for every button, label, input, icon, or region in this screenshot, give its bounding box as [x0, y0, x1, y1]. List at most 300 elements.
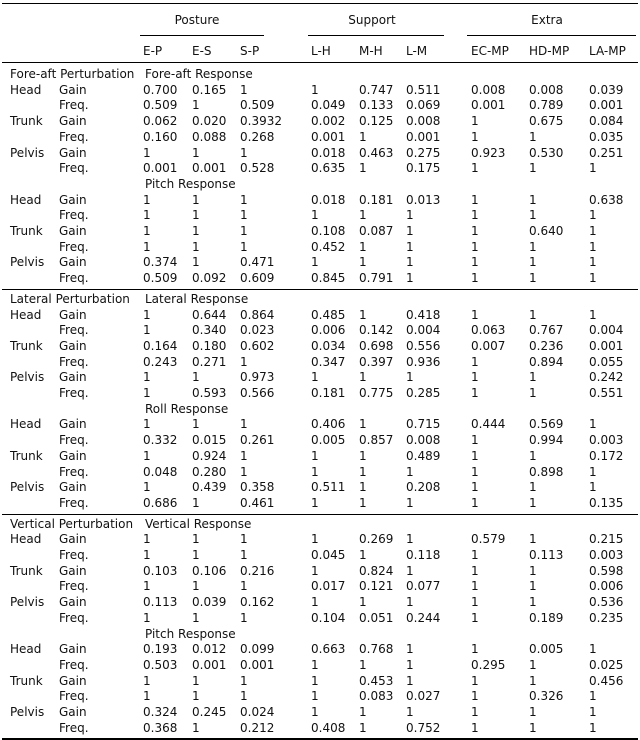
table-cell: 0.700	[143, 82, 178, 97]
table-cell: 0.034	[311, 338, 346, 353]
table-cell: 1	[192, 720, 200, 735]
table-cell: 1	[471, 370, 479, 385]
table-cell: 0.268	[240, 129, 275, 144]
table-cell: 0.092	[192, 271, 227, 286]
segment-label: Trunk	[10, 338, 43, 353]
table-cell: 0.845	[311, 271, 346, 286]
metric-label: Freq.	[59, 548, 89, 562]
table-cell: 0.3932	[240, 114, 282, 129]
table-cell: 0.069	[406, 98, 441, 113]
column-header: S-P	[240, 44, 260, 58]
column-header: L-H	[311, 44, 331, 58]
metric-label: Gain	[59, 145, 87, 160]
table-cell: 0.397	[359, 354, 394, 369]
table-cell: 0.106	[192, 563, 227, 578]
table-cell: 1	[589, 271, 597, 286]
table-cell: 0.973	[240, 370, 275, 385]
table-cell: 0.280	[192, 464, 227, 479]
table-cell: 1	[589, 689, 597, 704]
table-cell: 1	[589, 307, 597, 322]
table-cell: 1	[311, 448, 319, 463]
table-cell: 1	[529, 532, 537, 547]
table-cell: 0.165	[192, 82, 227, 97]
metric-label: Gain	[59, 338, 87, 353]
table-cell: 0.686	[143, 495, 178, 510]
table-cell: 1	[529, 563, 537, 578]
table-cell: 0.113	[529, 548, 564, 562]
table-cell: 0.663	[311, 642, 346, 657]
table-cell: 1	[192, 208, 200, 223]
segment-label: Head	[10, 532, 42, 547]
table-cell: 1	[589, 239, 597, 254]
table-cell: 0.001	[311, 129, 346, 144]
table-cell: 1	[406, 271, 414, 286]
table-cell: 1	[359, 595, 367, 610]
metric-label: Freq.	[59, 386, 89, 400]
segment-label: Pelvis	[10, 145, 45, 160]
segment-label: Pelvis	[10, 480, 45, 495]
table-cell: 0.035	[589, 129, 624, 144]
table-cell: 1	[143, 307, 151, 322]
table-cell: 0.172	[589, 448, 624, 463]
table-cell: 1	[471, 563, 479, 578]
table-cell: 1	[589, 642, 597, 657]
table-cell: 0.084	[589, 114, 624, 129]
table-cell: 0.045	[311, 548, 346, 562]
table-cell: 0.509	[143, 98, 178, 113]
metric-label: Freq.	[59, 689, 89, 704]
column-header: E-P	[143, 44, 163, 58]
table-cell: 0.936	[406, 354, 441, 369]
table-cell: 1	[192, 495, 200, 510]
table-cell: 1	[311, 255, 319, 270]
table-cell: 0.791	[359, 271, 394, 286]
column-header: LA-MP	[589, 44, 626, 58]
group-header: Support	[348, 13, 396, 27]
table-cell: 0.453	[359, 673, 394, 688]
table-cell: 0.528	[240, 161, 275, 176]
metric-label: Freq.	[59, 208, 89, 223]
metric-label: Freq.	[59, 495, 89, 510]
table-cell: 0.113	[143, 595, 178, 610]
perturbation-label: Vertical Perturbation	[10, 516, 134, 531]
table-cell: 0.023	[240, 323, 275, 338]
table-cell: 0.175	[406, 161, 441, 176]
table-cell: 0.006	[589, 579, 624, 594]
table-cell: 0.164	[143, 338, 178, 353]
response-label: Pitch Response	[145, 626, 236, 641]
table-cell: 0.135	[589, 495, 624, 510]
table-cell: 0.012	[192, 642, 227, 657]
table-cell: 1	[471, 433, 479, 448]
metric-label: Freq.	[59, 610, 89, 625]
table-cell: 1	[471, 161, 479, 176]
table-cell: 0.511	[406, 82, 441, 97]
table-cell: 1	[143, 224, 151, 238]
table-cell: 0.368	[143, 720, 178, 735]
table-cell: 1	[359, 161, 367, 176]
table-cell: 1	[143, 548, 151, 562]
table-cell: 1	[471, 579, 479, 594]
segment-label: Pelvis	[10, 705, 45, 719]
table-cell: 1	[192, 532, 200, 547]
table-cell: 1	[143, 579, 151, 594]
table-cell: 1	[240, 417, 248, 432]
metric-label: Gain	[59, 224, 87, 238]
table-cell: 0.644	[192, 307, 227, 322]
table-cell: 0.635	[311, 161, 346, 176]
table-cell: 1	[406, 657, 414, 672]
table-cell: 1	[529, 579, 537, 594]
table-cell: 1	[471, 610, 479, 625]
table-cell: 0.295	[471, 657, 506, 672]
table-cell: 1	[406, 495, 414, 510]
segment-label: Pelvis	[10, 255, 45, 270]
response-label: Vertical Response	[145, 516, 252, 531]
table-cell: 0.261	[240, 433, 275, 448]
table-cell: 0.118	[406, 548, 441, 562]
table-cell: 1	[359, 705, 367, 719]
metric-label: Gain	[59, 642, 87, 657]
table-cell: 1	[143, 417, 151, 432]
table-cell: 0.269	[359, 532, 394, 547]
response-label: Roll Response	[145, 401, 229, 416]
table-cell: 0.406	[311, 417, 346, 432]
table-cell: 0.775	[359, 386, 394, 400]
table-cell: 0.003	[589, 433, 624, 448]
segment-label: Trunk	[10, 563, 43, 578]
table-cell: 1	[529, 192, 537, 207]
table-cell: 1	[529, 595, 537, 610]
table-cell: 1	[359, 255, 367, 270]
table-cell: 1	[240, 82, 248, 97]
table-cell: 1	[589, 208, 597, 223]
table-cell: 0.598	[589, 563, 624, 578]
table-cell: 1	[471, 548, 479, 562]
metric-label: Freq.	[59, 657, 89, 672]
table-cell: 0.242	[589, 370, 624, 385]
table-cell: 0.715	[406, 417, 441, 432]
table-cell: 0.020	[192, 114, 227, 129]
table-cell: 1	[471, 386, 479, 400]
table-cell: 1	[529, 129, 537, 144]
metric-label: Gain	[59, 480, 87, 495]
column-header: HD-MP	[529, 44, 570, 58]
table-cell: 1	[589, 224, 597, 238]
table-cell: 1	[143, 239, 151, 254]
table-cell: 1	[192, 98, 200, 113]
header-rule	[2, 62, 638, 63]
table-cell: 0.251	[589, 145, 624, 160]
metric-label: Gain	[59, 82, 87, 97]
table-cell: 1	[529, 495, 537, 510]
table-cell: 1	[240, 579, 248, 594]
table-cell: 1	[143, 208, 151, 223]
metric-label: Gain	[59, 307, 87, 322]
table-cell: 1	[359, 448, 367, 463]
table-cell: 1	[359, 307, 367, 322]
table-cell: 0.007	[471, 338, 506, 353]
perturbation-label: Lateral Perturbation	[10, 291, 130, 306]
segment-label: Head	[10, 417, 42, 432]
segment-label: Head	[10, 642, 42, 657]
support-group-rule	[308, 35, 444, 36]
table-cell: 1	[589, 255, 597, 270]
table-cell: 1	[143, 192, 151, 207]
table-cell: 1	[192, 689, 200, 704]
table-cell: 0.374	[143, 255, 178, 270]
section-rule	[2, 289, 638, 290]
table-cell: 1	[471, 495, 479, 510]
table-cell: 1	[240, 464, 248, 479]
table-cell: 1	[529, 370, 537, 385]
table-cell: 0.008	[406, 433, 441, 448]
table-cell: 0.008	[471, 82, 506, 97]
table-cell: 0.133	[359, 98, 394, 113]
metric-label: Gain	[59, 114, 87, 129]
table-cell: 1	[311, 370, 319, 385]
metric-label: Freq.	[59, 98, 89, 113]
table-cell: 1	[529, 480, 537, 495]
table-cell: 1	[529, 161, 537, 176]
table-cell: 0.062	[143, 114, 178, 129]
table-cell: 0.001	[192, 161, 227, 176]
table-cell: 0.002	[311, 114, 346, 129]
table-cell: 0.324	[143, 705, 178, 719]
table-cell: 1	[359, 129, 367, 144]
table-cell: 0.439	[192, 480, 227, 495]
table-cell: 1	[311, 464, 319, 479]
table-cell: 1	[240, 192, 248, 207]
table-cell: 1	[471, 208, 479, 223]
table-cell: 0.212	[240, 720, 275, 735]
table-cell: 1	[406, 239, 414, 254]
table-cell: 0.285	[406, 386, 441, 400]
table-cell: 0.005	[311, 433, 346, 448]
table-cell: 0.824	[359, 563, 394, 578]
table-cell: 0.511	[311, 480, 346, 495]
metric-label: Gain	[59, 448, 87, 463]
table-cell: 0.208	[406, 480, 441, 495]
table-cell: 1	[143, 145, 151, 160]
segment-label: Head	[10, 192, 42, 207]
table-cell: 0.924	[192, 448, 227, 463]
table-cell: 1	[359, 548, 367, 562]
table-cell: 1	[471, 255, 479, 270]
table-cell: 0.024	[240, 705, 275, 719]
table-cell: 1	[311, 495, 319, 510]
table-cell: 0.125	[359, 114, 394, 129]
table-cell: 1	[529, 208, 537, 223]
metric-label: Freq.	[59, 129, 89, 144]
table-cell: 0.003	[589, 548, 624, 562]
table-cell: 1	[471, 673, 479, 688]
table-cell: 0.055	[589, 354, 624, 369]
table-cell: 1	[529, 673, 537, 688]
table-cell: 1	[406, 705, 414, 719]
table-cell: 0.008	[529, 82, 564, 97]
metric-label: Freq.	[59, 239, 89, 254]
table-cell: 1	[143, 673, 151, 688]
table-cell: 1	[406, 532, 414, 547]
table-cell: 1	[192, 192, 200, 207]
table-cell: 1	[311, 208, 319, 223]
table-cell: 0.789	[529, 98, 564, 113]
table-cell: 0.216	[240, 563, 275, 578]
table-cell: 1	[240, 239, 248, 254]
table-cell: 0.099	[240, 642, 275, 657]
table-cell: 0.017	[311, 579, 346, 594]
table-cell: 1	[406, 642, 414, 657]
segment-label: Trunk	[10, 673, 43, 688]
table-cell: 1	[406, 255, 414, 270]
table-cell: 1	[143, 323, 151, 338]
table-cell: 0.358	[240, 480, 275, 495]
table-cell: 1	[471, 448, 479, 463]
table-cell: 0.347	[311, 354, 346, 369]
table-cell: 0.004	[406, 323, 441, 338]
table-cell: 0.471	[240, 255, 275, 270]
table-cell: 1	[240, 224, 248, 238]
table-cell: 1	[406, 370, 414, 385]
table-cell: 1	[311, 82, 319, 97]
table-cell: 0.326	[529, 689, 564, 704]
table-cell: 0.121	[359, 579, 394, 594]
table-cell: 1	[589, 720, 597, 735]
table-cell: 0.142	[359, 323, 394, 338]
table-cell: 0.104	[311, 610, 346, 625]
table-cell: 0.048	[143, 464, 178, 479]
table-cell: 1	[359, 370, 367, 385]
table-cell: 0.275	[406, 145, 441, 160]
table-cell: 1	[311, 532, 319, 547]
table-cell: 0.602	[240, 338, 275, 353]
response-label: Fore-aft Response	[145, 67, 253, 81]
table-cell: 1	[529, 705, 537, 719]
metric-label: Gain	[59, 705, 87, 719]
table-cell: 0.503	[143, 657, 178, 672]
table-cell: 0.530	[529, 145, 564, 160]
table-cell: 1	[471, 642, 479, 657]
table-cell: 1	[192, 610, 200, 625]
table-cell: 1	[143, 448, 151, 463]
table-cell: 0.898	[529, 464, 564, 479]
table-cell: 1	[240, 448, 248, 463]
table-cell: 0.180	[192, 338, 227, 353]
table-cell: 1	[529, 255, 537, 270]
table-cell: 0.013	[406, 192, 441, 207]
table-cell: 1	[529, 307, 537, 322]
table-cell: 1	[359, 720, 367, 735]
table-cell: 1	[311, 595, 319, 610]
table-cell: 0.609	[240, 271, 275, 286]
table-cell: 1	[406, 224, 414, 238]
table-cell: 1	[240, 532, 248, 547]
table-cell: 0.461	[240, 495, 275, 510]
table-cell: 0.456	[589, 673, 624, 688]
metric-label: Gain	[59, 255, 87, 270]
table-cell: 0.001	[406, 129, 441, 144]
table-cell: 1	[240, 145, 248, 160]
metric-label: Freq.	[59, 579, 89, 594]
table-cell: 0.027	[406, 689, 441, 704]
segment-label: Head	[10, 307, 42, 322]
table-cell: 1	[471, 689, 479, 704]
table-cell: 1	[471, 129, 479, 144]
table-cell: 0.768	[359, 642, 394, 657]
table-cell: 0.638	[589, 192, 624, 207]
table-cell: 1	[143, 532, 151, 547]
table-cell: 0.418	[406, 307, 441, 322]
metric-label: Gain	[59, 563, 87, 578]
metric-label: Freq.	[59, 464, 89, 479]
table-cell: 0.675	[529, 114, 564, 129]
response-label: Lateral Response	[145, 291, 249, 306]
posture-group-rule	[140, 35, 264, 36]
table-cell: 0.108	[311, 224, 346, 238]
table-cell: 0.001	[471, 98, 506, 113]
table-cell: 0.001	[143, 161, 178, 176]
table-cell: 0.181	[311, 386, 346, 400]
table-cell: 0.444	[471, 417, 506, 432]
table-cell: 0.698	[359, 338, 394, 353]
segment-label: Trunk	[10, 114, 43, 129]
table-cell: 1	[471, 192, 479, 207]
table-cell: 1	[406, 595, 414, 610]
table-cell: 0.569	[529, 417, 564, 432]
table-cell: 0.162	[240, 595, 275, 610]
table-cell: 0.551	[589, 386, 624, 400]
table-cell: 0.236	[529, 338, 564, 353]
table-cell: 1	[471, 464, 479, 479]
table-cell: 1	[240, 208, 248, 223]
table-cell: 1	[589, 705, 597, 719]
table-cell: 1	[240, 689, 248, 704]
table-cell: 1	[529, 239, 537, 254]
table-cell: 1	[359, 464, 367, 479]
table-cell: 0.767	[529, 323, 564, 338]
table-cell: 0.640	[529, 224, 564, 238]
table-cell: 0.593	[192, 386, 227, 400]
table-cell: 0.894	[529, 354, 564, 369]
table-cell: 1	[529, 720, 537, 735]
table-cell: 0.408	[311, 720, 346, 735]
perturbation-label: Fore-aft Perturbation	[10, 67, 135, 81]
table-cell: 1	[143, 610, 151, 625]
table-cell: 1	[406, 563, 414, 578]
table-cell: 0.025	[589, 657, 624, 672]
table-cell: 0.039	[589, 82, 624, 97]
table-cell: 1	[529, 386, 537, 400]
table-cell: 0.747	[359, 82, 394, 97]
table-cell: 1	[589, 161, 597, 176]
table-cell: 1	[471, 354, 479, 369]
table-cell: 0.509	[143, 271, 178, 286]
table-cell: 1	[311, 673, 319, 688]
table-cell: 1	[192, 548, 200, 562]
metric-label: Gain	[59, 532, 87, 547]
table-cell: 0.556	[406, 338, 441, 353]
table-cell: 0.271	[192, 354, 227, 369]
segment-label: Pelvis	[10, 595, 45, 610]
table-cell: 1	[192, 417, 200, 432]
table-cell: 1	[143, 370, 151, 385]
table-cell: 1	[143, 480, 151, 495]
table-cell: 1	[359, 480, 367, 495]
table-cell: 1	[240, 673, 248, 688]
table-cell: 1	[311, 689, 319, 704]
table-cell: 1	[471, 239, 479, 254]
